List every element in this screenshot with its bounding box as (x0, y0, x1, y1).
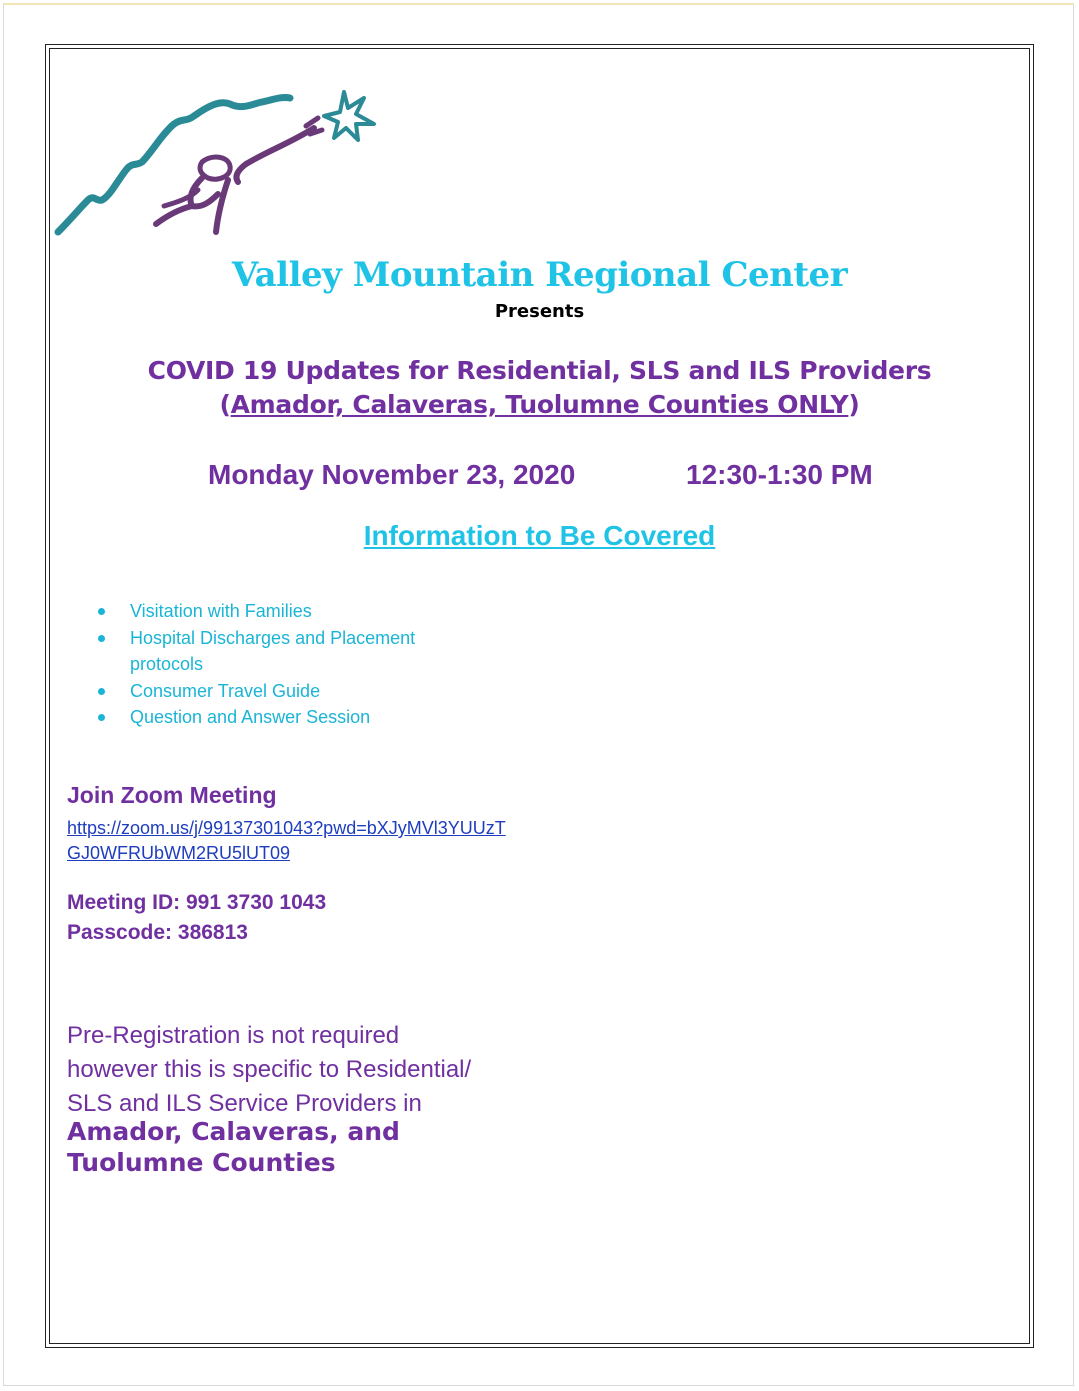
organization-title: Valley Mountain Regional Center (231, 255, 848, 295)
event-time: 12:30-1:30 PM (686, 459, 873, 490)
list-item (92, 598, 460, 625)
headline-paren-open: ( (219, 390, 231, 419)
topic-text: Visitation with Families (130, 601, 312, 621)
topic-text: Question and Answer Session (130, 707, 371, 727)
note-line-2: however this is specific to Residential/ (67, 1056, 472, 1083)
note-bold-line-1: Amador, Calaveras, and (67, 1117, 400, 1146)
note-line-3: SLS and ILS Service Providers in (67, 1090, 422, 1117)
logo-star (324, 92, 374, 140)
list-item (92, 678, 460, 705)
meeting-passcode: Passcode: 386813 (67, 921, 248, 944)
topic-text: Consumer Travel Guide (130, 680, 321, 701)
list-item (92, 625, 460, 678)
meeting-id: Meeting ID: 991 3730 1043 (67, 891, 327, 914)
list-item (92, 704, 460, 731)
bullet-icon (98, 608, 105, 615)
bullet-icon (98, 635, 105, 642)
topics-title: Information to Be Covered (363, 520, 716, 551)
bullet-icon (98, 714, 105, 721)
logo-figure-head (200, 157, 230, 179)
topic-text: Hospital Discharges and Placement protocols (130, 627, 416, 674)
headline-counties: Amador, Calaveras, Tuolumne Counties ONLY (230, 390, 849, 419)
headline-paren-close: ) (848, 390, 860, 419)
bullet-icon (98, 688, 105, 695)
headline-line-2 (0, 390, 1079, 419)
vmrc-logo (52, 82, 387, 242)
zoom-meeting-link[interactable]: https://zoom.us/j/99137301043?pwd=bXJyMVl3YUUzTGJ0WFRUbWM2RU5lUT09 (67, 818, 506, 863)
registration-note (67, 1019, 537, 1121)
note-bold-line-2: Tuolumne Counties (67, 1148, 336, 1177)
event-date: Monday November 23, 2020 (208, 459, 576, 490)
headline-line-1: COVID 19 Updates for Residential, SLS and ILS Providers (147, 356, 932, 385)
registration-counties (67, 1116, 487, 1178)
zoom-title: Join Zoom Meeting (67, 782, 277, 808)
note-line-1: Pre-Registration is not required (67, 1022, 400, 1049)
presents-label: Presents (494, 301, 585, 322)
logo-figure-arm (236, 128, 314, 182)
topics-list (92, 598, 460, 731)
